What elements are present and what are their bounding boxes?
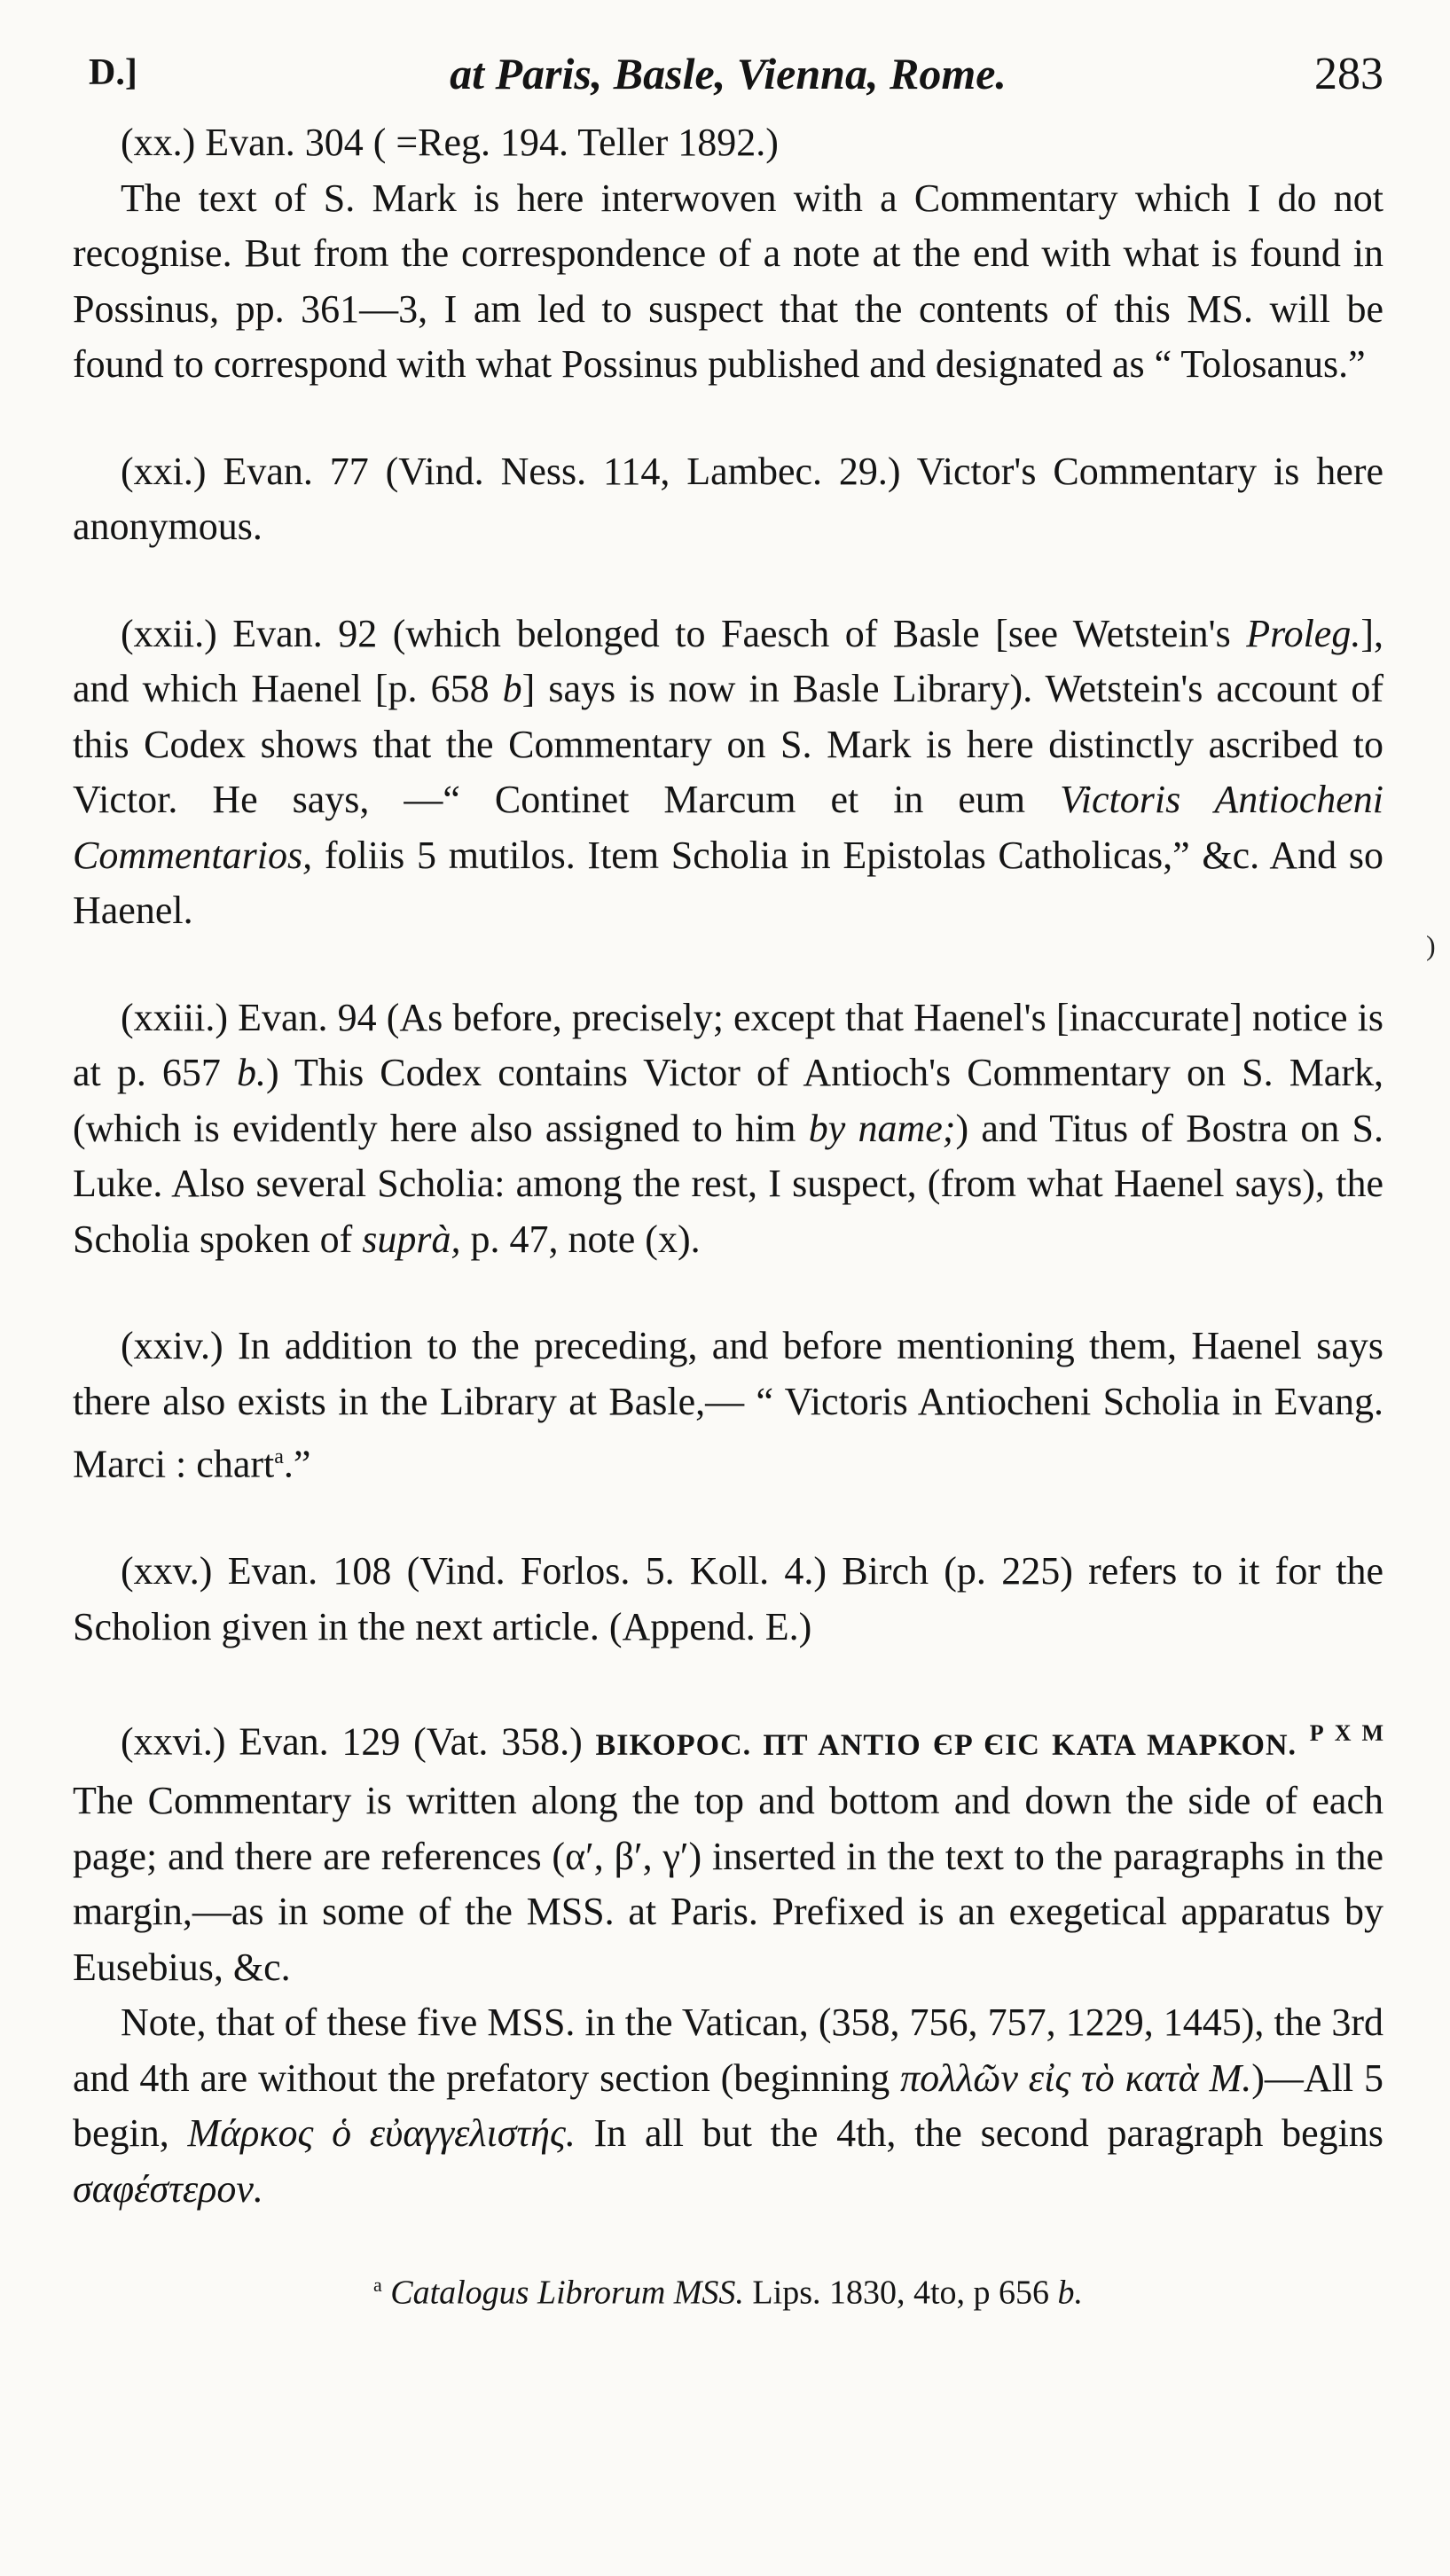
italic-by-name: by name; — [808, 1106, 956, 1150]
greek-phrase: σαφέστερον. — [73, 2166, 263, 2211]
spacer — [73, 1492, 1383, 1544]
entry-xxiii — [73, 990, 1383, 1268]
entry-xxvi — [73, 1706, 1383, 2217]
italic-victoris: Victoris Antiocheni Commentarios, — [73, 778, 1383, 877]
text-run: ) This Codex contains Victor of Antioch's Commentary on S. Mark, (which is evidently here also assigned to him — [73, 1051, 1383, 1150]
entry-xx — [73, 115, 1383, 393]
greek-superscript: Ρ — [1309, 1720, 1324, 1747]
entry-xxiii-text — [73, 990, 1383, 1268]
italic-b: b. — [237, 1051, 267, 1094]
text-run: .” — [283, 1442, 311, 1486]
footnote-b: b. — [1057, 2274, 1084, 2312]
entry-xxi-text: (xxi.) Evan. 77 (Vind. Ness. 114, Lambec. 29.) Victor's Commentary is here anonymous. — [73, 449, 1383, 548]
footnote-reference: a — [274, 1445, 284, 1468]
text-run: In all but the 4th, the second paragraph begins — [593, 2111, 1383, 2156]
greek-phrase: πολλῶν εἰς τὸ κατὰ Μ. — [900, 2055, 1252, 2100]
entry-xxii — [73, 607, 1383, 939]
greek-superscript: Χ — [1334, 1720, 1352, 1747]
entry-xxvi-text — [73, 1706, 1383, 1995]
greek-title: ΒΙΚΟΡΟC. ΠΤ ΑΝΤΙΟ ЄΡ ЄΙC ΚΑΤΑ ΜΑΡΚΟΝ. — [595, 1728, 1297, 1762]
page — [73, 44, 1383, 2315]
spacer — [73, 393, 1383, 444]
entry-xxi — [73, 444, 1383, 555]
text-run: (xxii.) Evan. 92 (which belonged to Faesch of Basle [see Wetstein's — [121, 611, 1231, 655]
italic-b: b — [502, 667, 522, 710]
text-run: foliis 5 mutilos. Item Scholia in Epistolas Catholicas,” &c. And so Haenel. — [73, 833, 1384, 932]
italic-supra: suprà, — [362, 1217, 461, 1261]
text-run: ], and which Haenel [p. 658 — [73, 611, 1383, 710]
running-header — [73, 44, 1383, 115]
page-number: 283 — [1314, 49, 1383, 99]
footnote-title: Catalogus Librorum MSS. — [390, 2274, 744, 2312]
entry-xxiv — [73, 1319, 1383, 1492]
entry-xx-body: The text of S. Mark is here interwoven with a Commentary which I do not recognise. But from the correspondence of a note at the end with what is found in Possinus, pp. 361—3, I am led to suspect that the contents of this MS. will be found to correspond with what Possinus published and designated as “ Tolosanus.” — [73, 176, 1383, 386]
entry-xx-head: (xx.) Evan. 304 ( =Reg. 194. Teller 1892.) — [121, 121, 779, 164]
spacer — [73, 939, 1383, 990]
spacer — [73, 1267, 1383, 1319]
greek-superscript: Μ — [1361, 1720, 1384, 1747]
text-run: (xxiv.) In addition to the preceding, and before mentioning them, Haenel says there also exists in the Library at Basle,— “ Victoris Antiocheni Scholia in Evang. Marci : chart — [73, 1324, 1383, 1486]
entry-xxv — [73, 1544, 1383, 1655]
running-title: at Paris, Basle, Vienna, Rome. — [450, 49, 1007, 98]
italic-proleg: Proleg. — [1246, 611, 1361, 655]
footnote — [73, 2263, 1383, 2315]
entry-xxv-text: (xxv.) Evan. 108 (Vind. Forlos. 5. Koll. 4.) Birch (p. 225) refers to it for the Scholion given in the next article. (Append. E.) — [73, 1549, 1383, 1648]
footnote-mark: a — [372, 2274, 382, 2297]
footnote-rest: Lips. 1830, 4to, p 656 — [752, 2274, 1050, 2312]
text-run: (xxiii.) Evan. 94 (As before, precisely; except that Haenel's [inaccurate] notice is at p. 657 — [73, 995, 1383, 1094]
text-run: )—All 5 begin, — [73, 2055, 1383, 2156]
text-run: ) and Titus of Bostra on S. Luke. Also several Scholia: among the rest, I suspect, (from what Haenel says), the Scholia spoken of — [73, 1106, 1383, 1261]
entry-xxvi-note — [73, 1995, 1383, 2217]
spacer — [73, 555, 1383, 607]
margin-mark: ) — [1426, 929, 1436, 961]
entry-xxiv-text — [73, 1319, 1383, 1492]
spacer — [73, 1655, 1383, 1706]
text-run: ] says is now in Basle Library). Wetstein's account of this Codex shows that the Commentary on S. Mark is here distinctly ascribed to Victor. He says, —“ Continet Marcum et in eum — [73, 667, 1384, 821]
greek-phrase: Μάρκος ὁ εὐαγγελιστής. — [187, 2111, 576, 2156]
text-run: Note, that of these five MSS. in the Vatican, (358, 756, 757, 1229, 1445), the 3rd and 4th are without the prefatory section (beginning — [73, 2001, 1383, 2100]
signature-mark: D.] — [89, 52, 137, 93]
text-run: The Commentary is written along the top and bottom and down the side of each page; and there are references (α′, β′, γ′) inserted in the text to the paragraphs in the margin,—as in some of the MSS. at Paris. Prefixed is an exegetical apparatus by Eusebius, &c. — [73, 1779, 1383, 1989]
entry-xxii-text — [73, 607, 1383, 939]
text-run: p. 47, note (x). — [470, 1217, 701, 1261]
text-run: (xxvi.) Evan. 129 (Vat. 358.) — [121, 1719, 583, 1764]
